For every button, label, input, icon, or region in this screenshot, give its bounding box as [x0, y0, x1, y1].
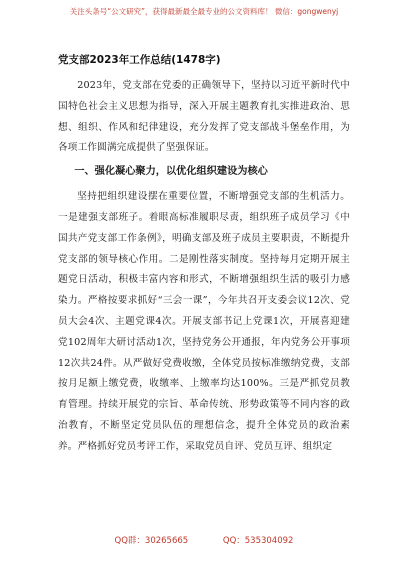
- section-1-body: 坚持把组织建设摆在重要位置，不断增强党支部的生机活力。一是建强支部班子。着眼高标准履职尽责，组织班子成员学习《中国共产党支部工作条例》，明确支部及班子成员主要职责，不断提升党支部的领导核心作用。二是刚性落实制度。坚持每月定期开展主题党日活动，积极丰富内容和形式，不断增强组织生活的吸引力感染力。严格按要求抓好“三会一课”，今年共召开支委会议12次、党员大会4次、主题党课4次。开展支部书记上党课1次，开展喜迎建党102周年大研讨活动1次，坚持党务公开通报，年内党务公开事项12次共24件。从严做好党费收缴，全体党员按标准缴纳党费，支部按月足额上缴党费，收缴率、上缴率均达100%。三是严抓党员教育管理。持续开展党的宗旨、革命传统、形势政策等不同内容的政治教育，不断坚定党员队伍的理想信念，提升全体党员的政治素养。严格抓好党员考评工作，采取党员自评、党员互评、组织定: [58, 191, 350, 452]
- section-heading-1: 一、强化凝心聚力，以优化组织建设为核心: [74, 166, 268, 178]
- document-title: 党支部2023年工作总结(1478字): [58, 54, 221, 66]
- document-page: [58, 52, 350, 458]
- footer-qq: QQ：535304092: [222, 536, 294, 546]
- footer-contact: [0, 534, 408, 546]
- top-banner: 关注头条号“公文研究”，获得最新最全最专业的公文资料库！ 微信：gongwenyj: [69, 7, 339, 16]
- footer-qq-group: QQ群：30265665: [114, 536, 189, 546]
- intro-paragraph: 2023年，党支部在党委的正确领导下，坚持以习近平新时代中国特色社会主义思想为指导，深入开展主题教育扎实推进政治、思想、组织、作风和纪律建设，充分发挥了党支部战斗堡垒作用，为各项工作圆满完成提供了坚强保证。: [58, 80, 350, 154]
